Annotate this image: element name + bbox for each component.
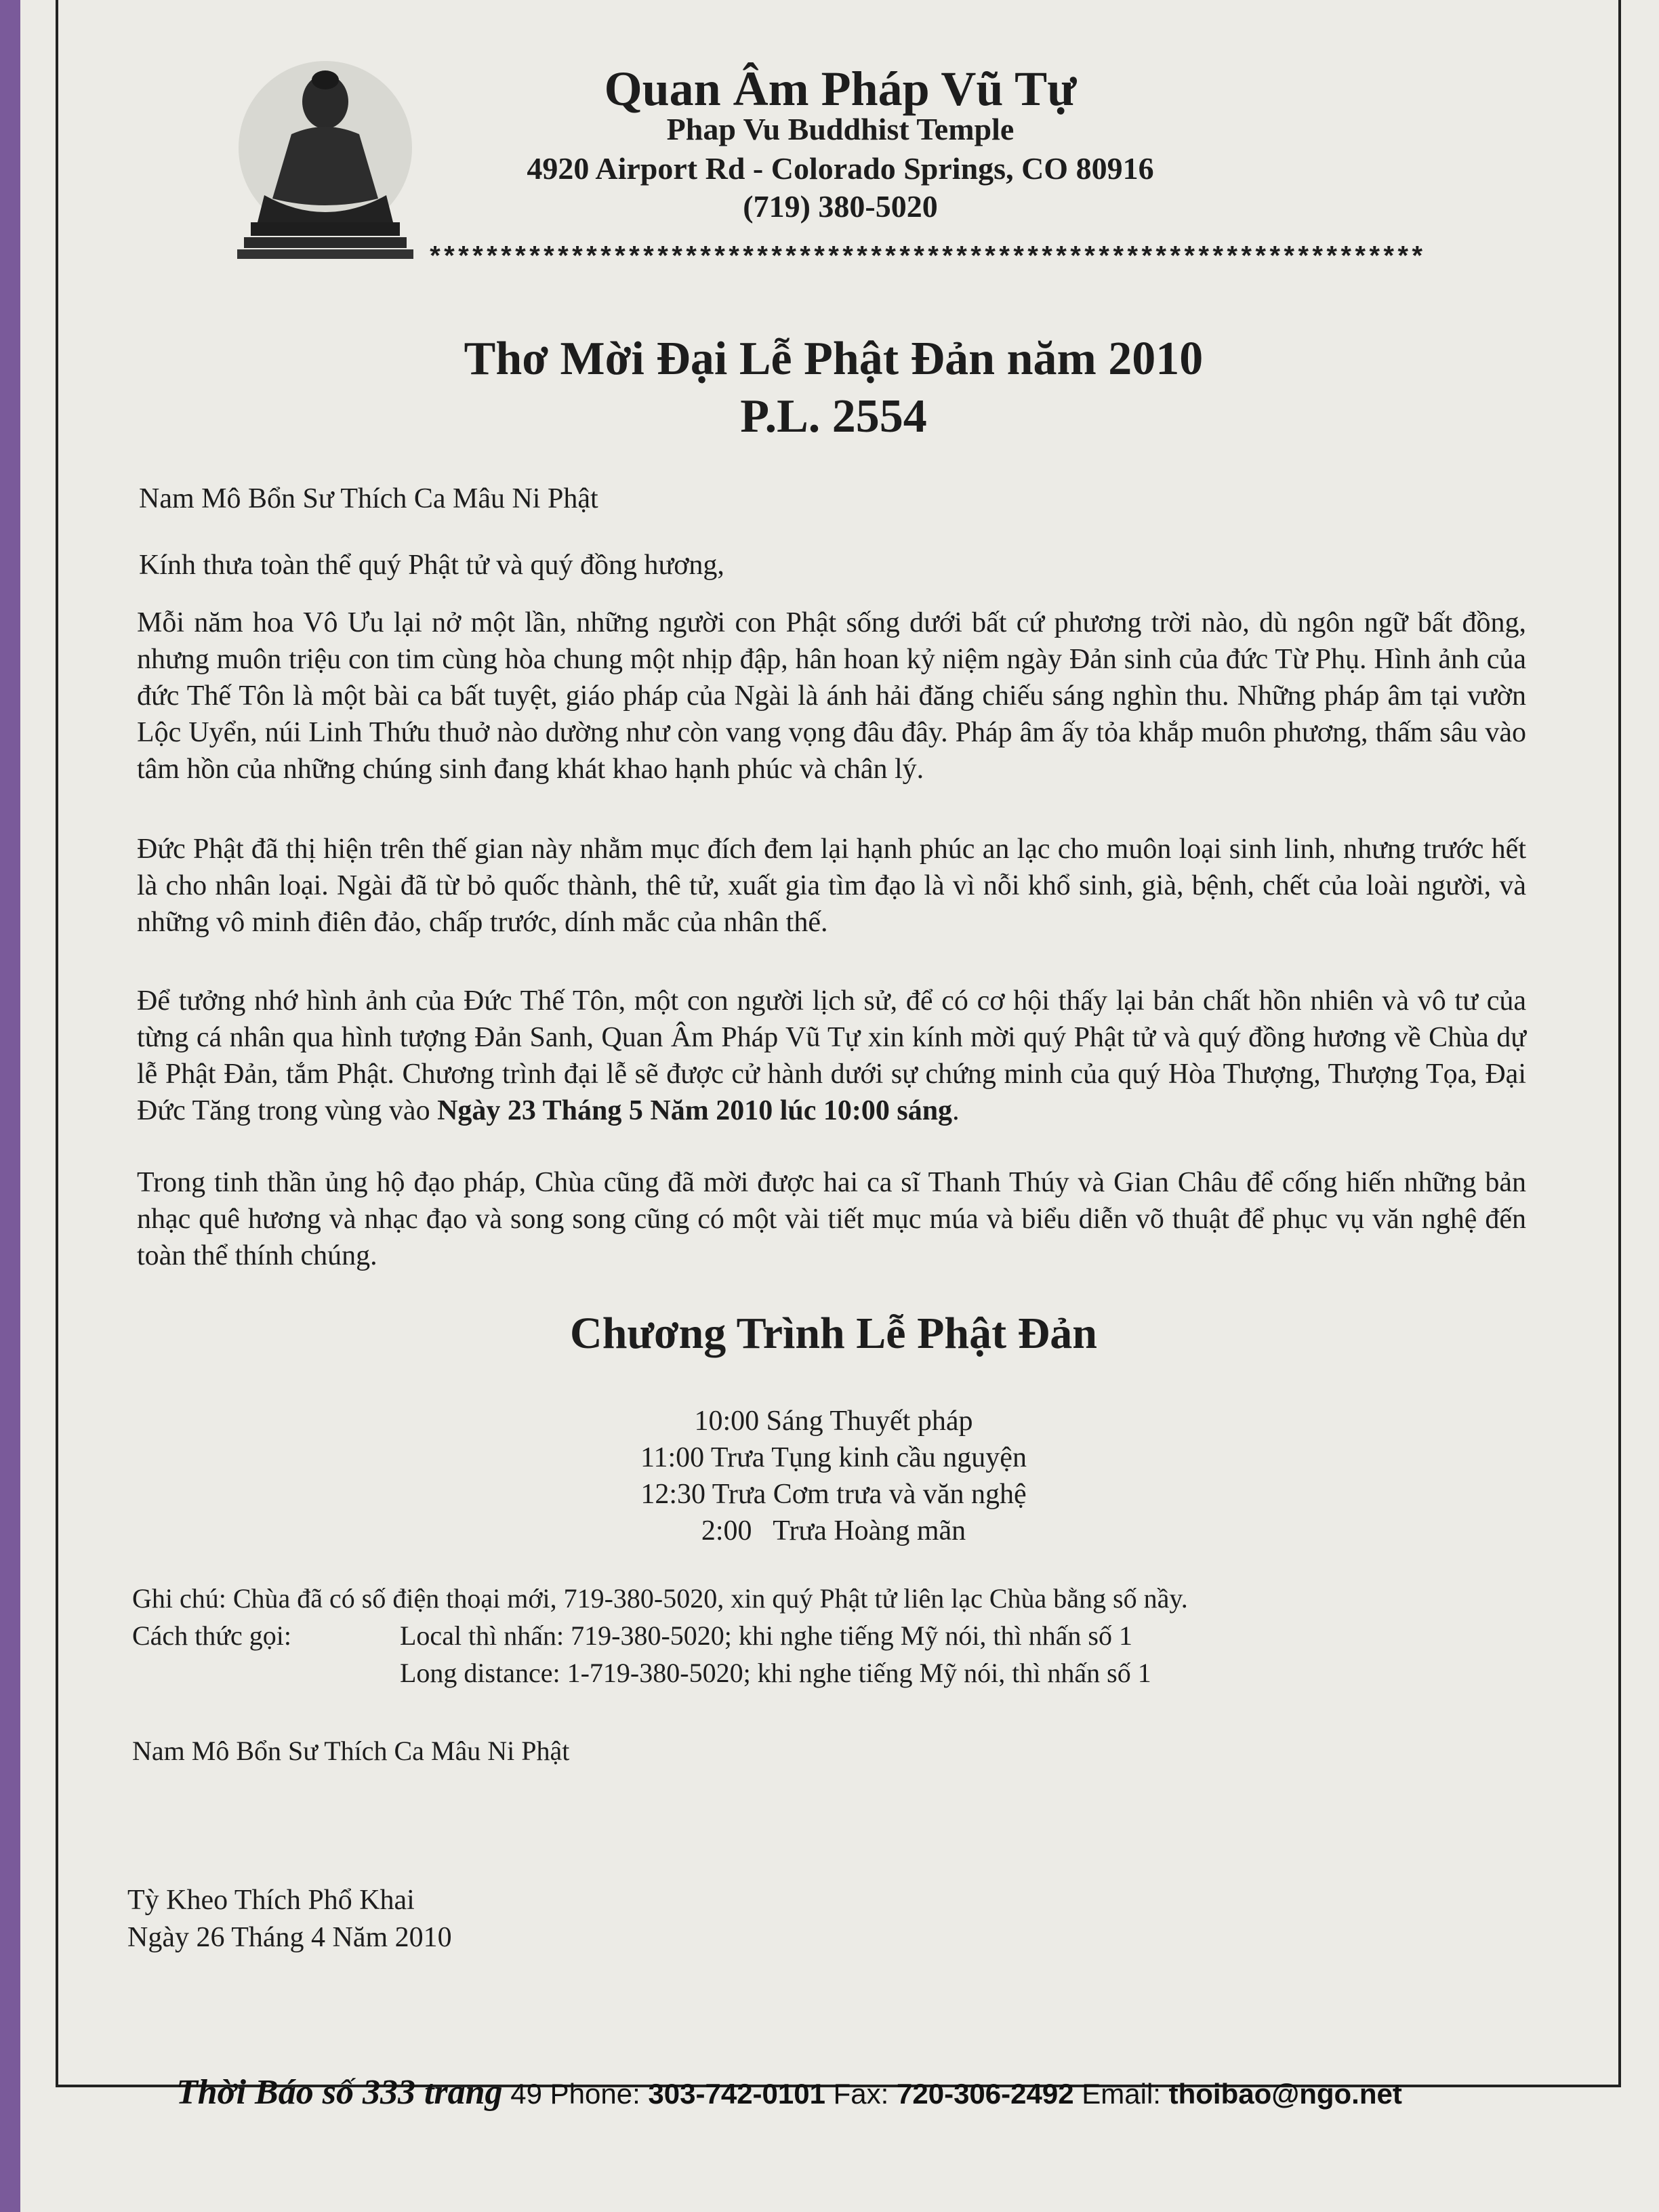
signer-name: Tỳ Kheo Thích Phổ Khai [127, 1885, 415, 1916]
schedule-item: 10:00 Sáng Thuyết pháp [694, 1406, 973, 1437]
opening-invocation: Nam Mô Bổn Sư Thích Ca Mâu Ni Phật [139, 483, 598, 514]
temple-address: 4920 Airport Rd - Colorado Springs, CO 80916 [527, 151, 1154, 186]
letter-date: Ngày 26 Tháng 4 Năm 2010 [127, 1922, 452, 1953]
newspaper-masthead: Thời Báo số 333 trang [176, 2073, 503, 2112]
program-schedule [562, 1403, 1105, 1549]
newspaper-footer [176, 2072, 1599, 2112]
letter-title: Thơ Mời Đại Lễ Phật Đản năm 2010 [464, 333, 1204, 385]
local-call-instructions: Local thì nhấn: 719-380-5020; khi nghe tiếng Mỹ nói, thì nhấn số 1 [400, 1620, 1132, 1651]
program-title: Chương Trình Lễ Phật Đản [570, 1309, 1097, 1358]
paragraph-4: Trong tinh thần ủng hộ đạo pháp, Chùa cũng đã mời được hai ca sĩ Thanh Thúy và Gian Châu để cống hiến những bản nhạc quê hương và nhạc đạo và song song cũng có một vài tiết mục múa và biểu diễn võ thuật để phục vụ văn nghệ đến toàn thể thính chúng. [137, 1167, 1526, 1271]
footer-email: thoibao@ngo.net [1168, 2078, 1402, 2110]
paragraph-1: Mỗi năm hoa Vô Ưu lại nở một lần, những người con Phật sống dưới bất cứ phương trời nào, dù ngôn ngữ bất đồng, nhưng muôn triệu con tim cùng hòa chung một nhịp đập, hân hoan kỷ niệm ngày Đản sinh của đức Từ Phụ. Hình ảnh của đức Thế Tôn là một bài ca bất tuyệt, giáo pháp của Ngài là ánh hải đăng chiếu sáng nghìn thu. Những pháp âm tại vườn Lộc Uyển, núi Linh Thứu thuở nào dường như còn vang vọng đâu đây. Pháp âm ấy tỏa khắp muôn phương, thấm sâu vào tâm hồn của những chúng sinh đang khát khao hạnh phúc và chân lý. [137, 607, 1526, 785]
event-date: Ngày 23 Tháng 5 Năm 2010 lúc 10:00 sáng [437, 1095, 953, 1126]
paragraph-3-end: . [952, 1095, 960, 1126]
schedule-item: 12:30 Trưa Cơm trưa và văn nghệ [640, 1479, 1027, 1510]
email-label: Email: [1082, 2078, 1161, 2110]
paragraph-3 [137, 983, 1526, 1129]
buddha-statue-icon [224, 60, 427, 263]
closing-invocation: Nam Mô Bổn Sư Thích Ca Mâu Ni Phật [132, 1736, 570, 1766]
temple-english-name: Phap Vu Buddhist Temple [666, 112, 1015, 146]
page-number: 49 [510, 2078, 542, 2110]
paragraph-2: Đức Phật đã thị hiện trên thế gian này nhằm mục đích đem lại hạnh phúc an lạc cho muôn loại sinh linh, nhưng trước hết là cho nhân loại. Ngài đã từ bỏ quốc thành, thê tử, xuất gia tìm đạo là vì nỗi khổ sinh, già, bệnh, chết của loài người, và những vô minh điên đảo, chấp trước, dính mắc của nhân thế. [137, 834, 1526, 938]
temple-name: Quan Âm Pháp Vũ Tự [604, 62, 1077, 116]
footer-fax: 720-306-2492 [897, 2078, 1074, 2110]
star-divider: ********************************************************************** [427, 244, 1424, 274]
long-distance-instructions: Long distance: 1-719-380-5020; khi nghe tiếng Mỹ nói, thì nhấn số 1 [400, 1658, 1151, 1688]
phone-label: Phone: [550, 2078, 640, 2110]
document-page [20, 0, 1659, 2212]
note-line: Ghi chú: Chùa đã có số điện thoại mới, 719-380-5020, xin quý Phật tử liên lạc Chùa bằng số nầy. [132, 1583, 1188, 1614]
schedule-item: 2:00 Trưa Hoàng mãn [701, 1515, 966, 1547]
letter-year: P.L. 2554 [740, 390, 927, 443]
footer-phone: 303-742-0101 [648, 2078, 825, 2110]
salutation: Kính thưa toàn thể quý Phật tử và quý đồng hương, [139, 550, 724, 581]
paragraph-3-text: Để tưởng nhớ hình ảnh của Đức Thế Tôn, một con người lịch sử, để có cơ hội thấy lại bản chất hồn nhiên và vô tư của từng cá nhân qua hình tượng Đản Sanh, Quan Âm Pháp Vũ Tự xin kính mời quý Phật tử và quý đồng hương về Chùa dự lễ Phật Đản, tắm Phật. Chương trình đại lễ sẽ được cử hành dưới sự chứng minh của quý Hòa Thượng, Thượng Tọa, Đại Đức Tăng trong vùng vào [137, 985, 1526, 1126]
fax-label: Fax: [833, 2078, 889, 2110]
temple-phone: (719) 380-5020 [743, 189, 938, 224]
schedule-item: 11:00 Trưa Tụng kinh cầu nguyện [640, 1442, 1027, 1473]
call-method-label: Cách thức gọi: [132, 1620, 291, 1651]
